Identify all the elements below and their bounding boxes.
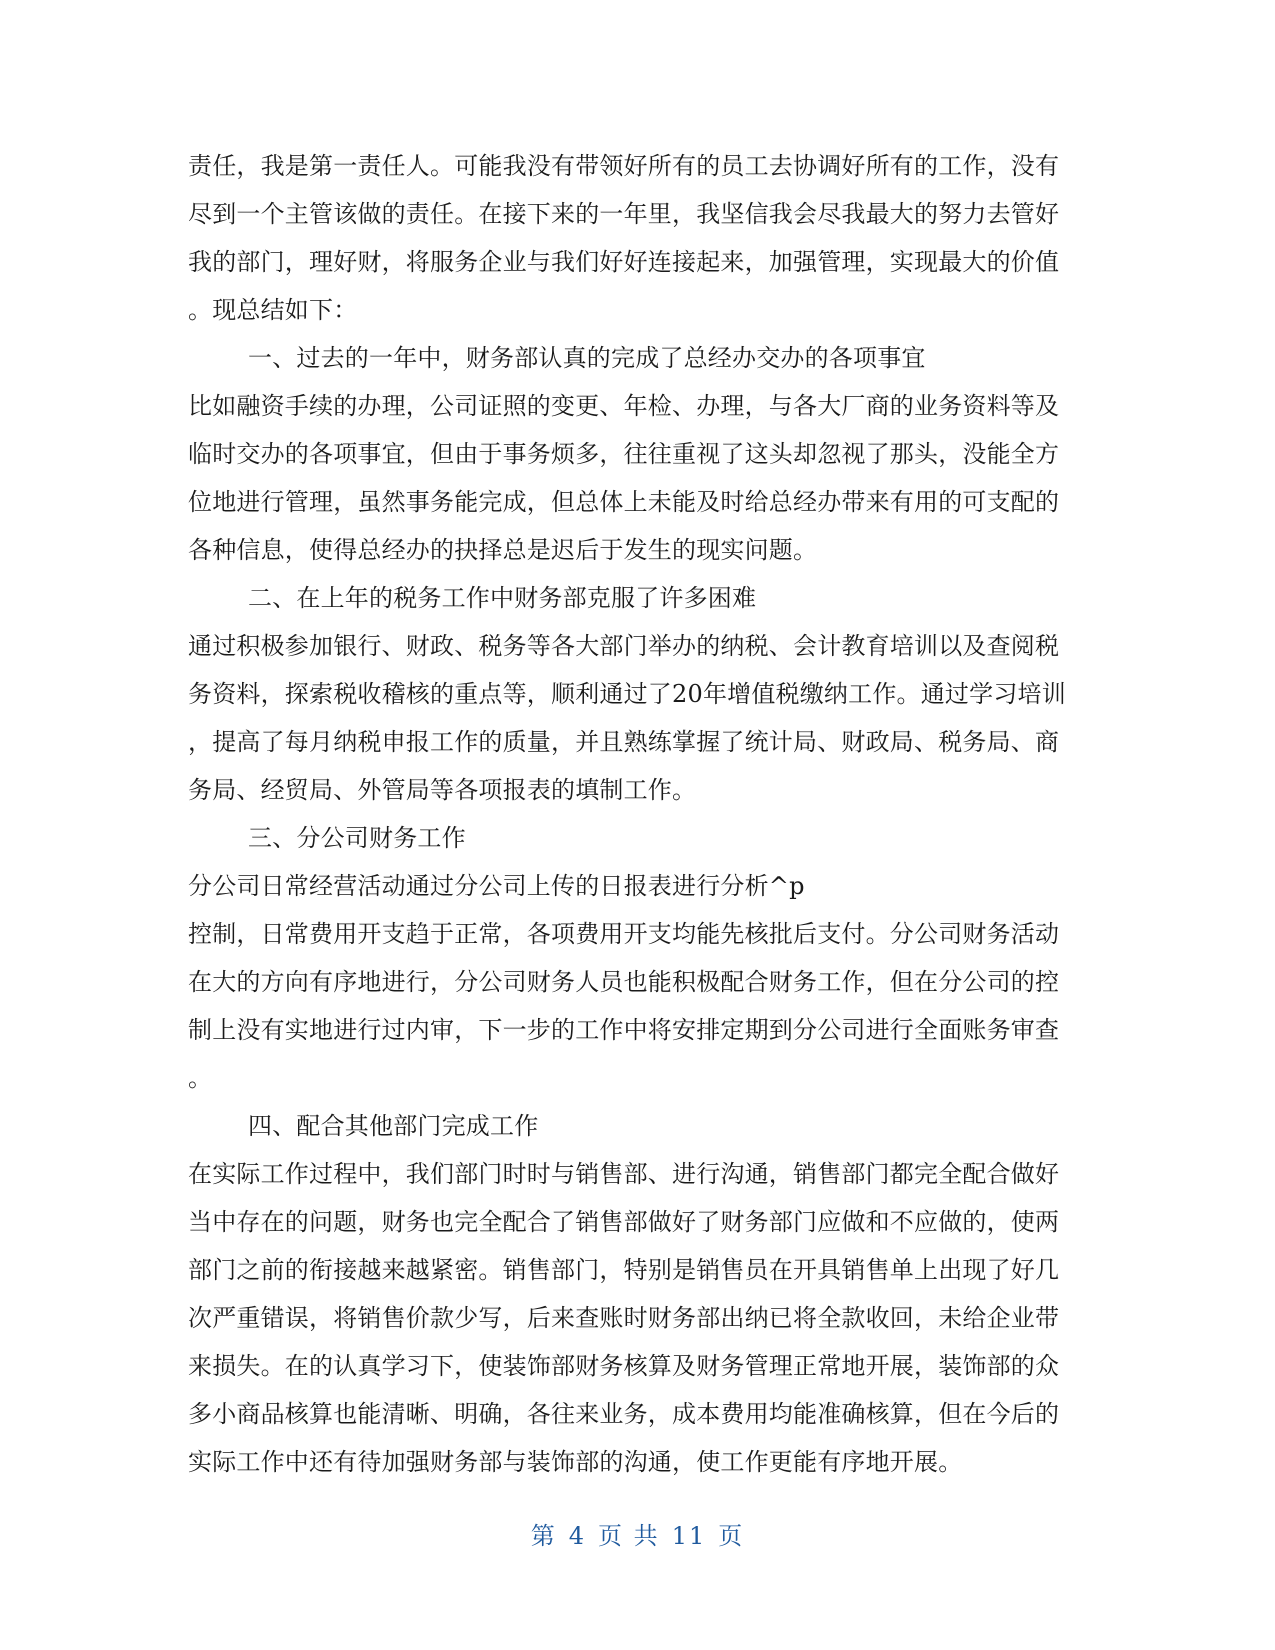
text-line: 。现总结如下： — [188, 296, 358, 324]
text-line: 通过积极参加银行、财政、税务等各大部门举办的纳税、会计教育培训以及查阅税 — [188, 632, 1060, 660]
section-heading-line: 四、配合其他部门完成工作 — [248, 1112, 539, 1140]
page-footer — [0, 1516, 1275, 1551]
text-line: 来损失。在的认真学习下，使装饰部财务核算及财务管理正常地开展，装饰部的众 — [188, 1352, 1060, 1380]
footer-middle: 页 共 — [598, 1522, 660, 1550]
text-line: 部门之前的衔接越来越紧密。销售部门，特别是销售员在开具销售单上出现了好几 — [188, 1256, 1060, 1284]
footer-current-page: 4 — [568, 1522, 587, 1550]
section-heading-line: 一、过去的一年中，财务部认真的完成了总经办交办的各项事宜 — [248, 344, 926, 372]
text-line: ，提高了每月纳税申报工作的质量，并且熟练掌握了统计局、财政局、税务局、商 — [188, 728, 1060, 756]
text-line: 。 — [188, 1064, 213, 1092]
text-line: 制上没有实地进行过内审，下一步的工作中将安排定期到分公司进行全面账务审查 — [188, 1016, 1060, 1044]
footer-prefix: 第 — [530, 1522, 557, 1550]
text-line: 控制，日常费用开支趋于正常，各项费用开支均能先核批后支付。分公司财务活动 — [188, 920, 1060, 948]
text-line: 次严重错误，将销售价款少写，后来查账时财务部出纳已将全款收回，未给企业带 — [188, 1304, 1060, 1332]
footer-suffix: 页 — [718, 1522, 745, 1550]
text-line: 各种信息，使得总经办的抉择总是迟后于发生的现实问题。 — [188, 536, 818, 564]
text-line: 在大的方向有序地进行，分公司财务人员也能积极配合财务工作，但在分公司的控 — [188, 968, 1060, 996]
text-line: 务局、经贸局、外管局等各项报表的填制工作。 — [188, 776, 697, 804]
text-line: 责任，我是第一责任人。可能我没有带领好所有的员工去协调好所有的工作，没有 — [188, 152, 1060, 180]
section-heading-line: 二、在上年的税务工作中财务部克服了许多困难 — [248, 584, 757, 612]
text-line: 比如融资手续的办理，公司证照的变更、年检、办理，与各大厂商的业务资料等及 — [188, 392, 1060, 420]
document-body — [188, 142, 1088, 1486]
text-line: 务资料，探索税收稽核的重点等，顺利通过了20年增值税缴纳工作。通过学习培训 — [188, 680, 1066, 708]
text-line: 临时交办的各项事宜，但由于事务烦多，往往重视了这头却忽视了那头，没能全方 — [188, 440, 1060, 468]
text-line: 分公司日常经营活动通过分公司上传的日报表进行分析^p — [188, 872, 805, 900]
text-line: 在实际工作过程中，我们部门时时与销售部、进行沟通，销售部门都完全配合做好 — [188, 1160, 1060, 1188]
text-line: 当中存在的问题，财务也完全配合了销售部做好了财务部门应做和不应做的，使两 — [188, 1208, 1060, 1236]
text-line: 位地进行管理，虽然事务能完成，但总体上未能及时给总经办带来有用的可支配的 — [188, 488, 1060, 516]
text-line: 我的部门，理好财，将服务企业与我们好好连接起来，加强管理，实现最大的价值 — [188, 248, 1060, 276]
text-line: 实际工作中还有待加强财务部与装饰部的沟通，使工作更能有序地开展。 — [188, 1448, 963, 1476]
footer-total-pages: 11 — [671, 1522, 707, 1550]
section-heading-line: 三、分公司财务工作 — [248, 824, 466, 852]
text-line: 尽到一个主管该做的责任。在接下来的一年里，我坚信我会尽我最大的努力去管好 — [188, 200, 1060, 228]
text-line: 多小商品核算也能清晰、明确，各往来业务，成本费用均能准确核算，但在今后的 — [188, 1400, 1060, 1428]
